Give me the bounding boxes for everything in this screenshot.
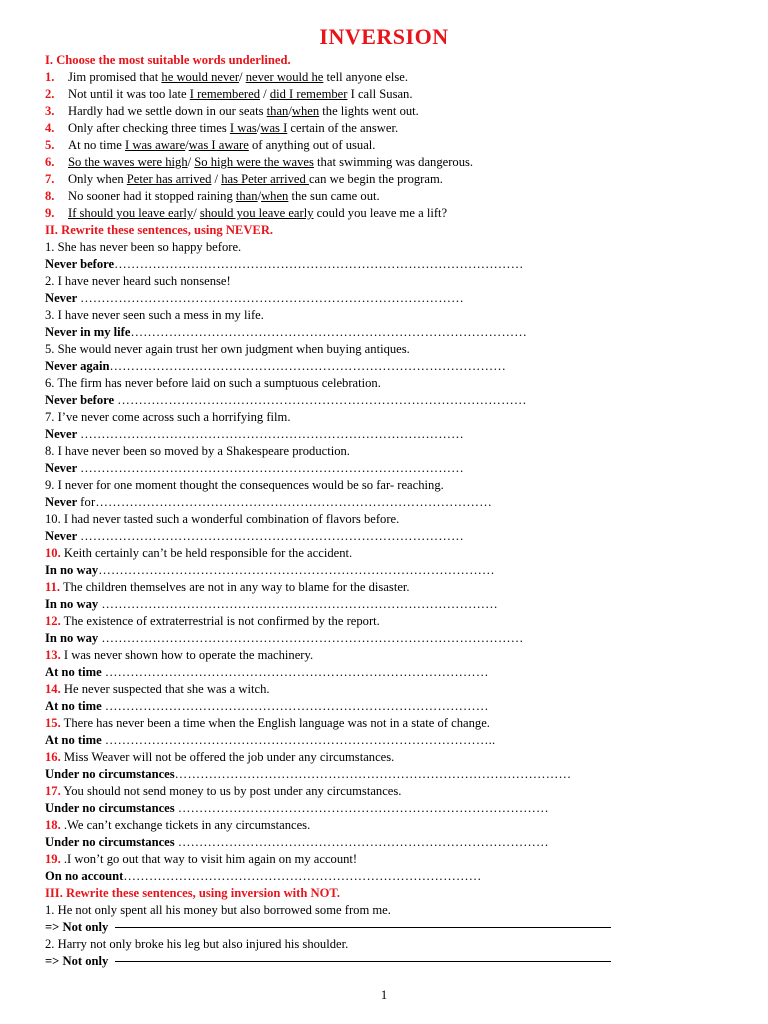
item-text: the sun came out. [288,189,380,203]
question-line [45,579,735,596]
question-line [45,681,735,698]
question-text: He never suspected that she was a witch. [60,682,270,696]
answer-prompt: In no way [45,631,102,645]
item-text: / [257,189,262,203]
question-text: Keith certainly can’t be held responsible for the accident. [60,546,353,560]
question-number: 19. [45,852,61,866]
answer-prompt: Never [45,529,81,543]
choice-item [45,205,735,222]
answer-line [45,460,735,477]
question-line [45,545,735,562]
question-line [45,715,735,732]
worksheet-content [45,52,735,970]
answer-prompt: On no account [45,869,124,883]
choice-item [45,69,735,86]
section1-items [45,69,735,222]
answer-blank[interactable]: ……………………………………………………………………………… [104,665,489,679]
answer-blank[interactable]: ……………………………………………………………………………………… [101,631,524,645]
answer-blank[interactable]: ……………………………………………………………………………….. [104,733,496,747]
answer-prompt: Never again [45,359,110,373]
question-text: 1. She has never been so happy before. [45,240,242,254]
item-text: the lights went out. [319,104,419,118]
answer-blank[interactable]: ……………………………………………………………………………… [104,699,489,713]
underlined-option[interactable]: has Peter arrived [221,172,309,186]
answer-prompt: Never [45,427,81,441]
question-text: 2. I have never heard such nonsense! [45,274,231,288]
item-text: / [185,138,189,152]
question-text: Miss Weaver will not be offered the job under any circumstances. [60,750,395,764]
question-line [45,273,735,290]
question-line [45,647,735,664]
answer-prompt: Under no circumstances [45,801,178,815]
underlined-option[interactable]: should you leave early [199,206,314,220]
choice-item [45,171,735,188]
answer-line [45,698,735,715]
item-text: Hardly had we settle down in our seats [68,104,267,118]
choice-item [45,188,735,205]
item-text: / [211,172,222,186]
answer-blank[interactable]: ……………………………………………………………………………… [80,529,464,543]
underlined-option[interactable]: he would never [161,70,240,84]
answer-line [45,834,735,851]
question-line: 1. He not only spent all his money but also borrowed some from me. [45,903,391,917]
answer-line [45,426,735,443]
answer-prompt: At no time [45,733,105,747]
section3-heading: III. Rewrite these sentences, using inversion with NOT. [45,886,341,900]
answer-blank[interactable]: for………………………………………………………………………………… [80,495,492,509]
page-number: 1 [380,988,388,1002]
question-text: 9. I never for one moment thought the consequences would be so far- reaching. [45,478,444,492]
underlined-option[interactable]: So high were the waves [194,155,314,169]
answer-prompt: At no time [45,699,105,713]
question-line: 2. Harry not only broke his leg but also injured his shoulder. [45,937,349,951]
question-line [45,851,735,868]
answer-line [45,290,735,307]
question-number: 12. [45,614,61,628]
answer-prompt: Never before [45,257,115,271]
item-text: No sooner had it stopped raining [68,189,236,203]
question-line [45,749,735,766]
choice-item [45,154,735,171]
answer-line [45,528,735,545]
answer-blank[interactable]: ………………………………………………………………………………… [109,359,507,373]
answer-line [45,953,735,970]
question-text: The existence of extraterrestrial is not confirmed by the report. [60,614,380,628]
section3-items [45,902,735,970]
question-text: 8. I have never been so moved by a Shakespeare production. [45,444,350,458]
question-line [45,443,735,460]
item-number: 3. [45,104,55,118]
item-number: 1. [45,70,55,84]
answer-blank[interactable]: ……………………………………………………………………………… [80,461,464,475]
answer-line [45,596,735,613]
answer-prompt: Under no circumstances [45,835,178,849]
question-line [45,817,735,834]
question-text: I was never shown how to operate the machinery. [60,648,314,662]
item-number: 9. [45,206,55,220]
answer-line [45,494,735,511]
answer-prompt: At no time [45,665,105,679]
answer-blank[interactable]: ………………………………………………………………………… [123,869,482,883]
answer-line [45,392,735,409]
answer-prompt: In no way [45,563,99,577]
item-text: can we begin the program. [308,172,443,186]
question-line [45,783,735,800]
question-text: 3. I have never seen such a mess in my life. [45,308,264,322]
question-text: There has never been a time when the English language was not in a state of change. [60,716,490,730]
answer-line [45,358,735,375]
item-number: 6. [45,155,55,169]
answer-blank[interactable]: ………………………………………………………………………………… [98,563,495,577]
question-text: 5. She would never again trust her own judgment when buying antiques. [45,342,410,356]
item-text: / [239,70,246,84]
question-text: 6. The firm has never before laid on such a sumptuous celebration. [45,376,381,390]
underlined-option[interactable]: Peter has arrived [126,172,212,186]
answer-prompt: => Not only [45,920,112,934]
underlined-option[interactable]: I was [229,121,257,135]
underlined-option[interactable]: did I remember [269,87,348,101]
item-text: I call Susan. [347,87,413,101]
question-number: 16. [45,750,61,764]
answer-blank[interactable]: ……………………………………………………………………………… [80,427,464,441]
choice-item [45,120,735,137]
item-text: / [193,206,200,220]
page-title: INVERSION [319,24,449,49]
question-line [45,511,735,528]
question-line [45,307,735,324]
question-line [45,409,735,426]
question-number: 10. [45,546,61,560]
item-text: Not until it was too late [68,87,190,101]
section1-heading: I. Choose the most suitable words underlined. [45,53,291,67]
underlined-option[interactable]: If should you leave early [68,206,194,220]
answer-blank[interactable]: …………………………………………………………………………………… [117,393,527,407]
underlined-option[interactable]: when [261,189,289,203]
item-number: 8. [45,189,55,203]
question-text: .We can’t exchange tickets in any circumstances. [60,818,311,832]
question-line [45,239,735,256]
question-number: 18. [45,818,61,832]
item-number: 4. [45,121,55,135]
answer-prompt: Never [45,495,81,509]
item-text: / [260,87,270,101]
section2-heading: II. Rewrite these sentences, using NEVER. [45,223,274,237]
answer-prompt: Never [45,291,81,305]
item-text: / [256,121,261,135]
answer-prompt: In no way [45,597,102,611]
answer-blank[interactable]: ………………………………………………………………………………… [130,325,528,339]
question-number: 15. [45,716,61,730]
item-number: 7. [45,172,55,186]
item-text: Jim promised that [68,70,162,84]
item-text: Only after checking three times [68,121,230,135]
underlined-option[interactable]: than [266,104,289,118]
question-line [45,375,735,392]
item-text: certain of the answer. [287,121,399,135]
item-text: At no time [68,138,126,152]
question-number: 17. [45,784,61,798]
answer-blank[interactable] [115,960,611,962]
item-text: of anything out of usual. [248,138,376,152]
underlined-option[interactable]: than [235,189,258,203]
choice-item [45,137,735,154]
item-text: / [187,155,195,169]
item-text: that swimming was dangerous. [313,155,474,169]
question-line [45,477,735,494]
choice-item [45,103,735,120]
underlined-option[interactable]: when [291,104,320,118]
answer-blank[interactable]: ………………………………………………………………………………… [101,597,498,611]
answer-line [45,664,735,681]
question-text: 10. I had never tasted such a wonderful combination of flavors before. [45,512,400,526]
answer-blank[interactable]: …………………………………………………………………………………… [114,257,524,271]
answer-line [45,256,735,273]
question-number: 14. [45,682,61,696]
answer-line [45,919,735,936]
answer-prompt: Never before [45,393,118,407]
answer-blank[interactable]: …………………………………………………………………………… [177,801,549,815]
question-number: 11. [45,580,61,594]
answer-prompt: Under no circumstances [45,767,175,781]
question-line [45,341,735,358]
choice-item [45,86,735,103]
item-number: 2. [45,87,55,101]
answer-line [45,868,735,885]
question-number: 13. [45,648,61,662]
item-text: Only when [68,172,127,186]
answer-blank[interactable]: ………………………………………………………………………………… [174,767,572,781]
item-text: could you leave me a lift? [313,206,448,220]
question-text: The children themselves are not in any way to blame for the disaster. [60,580,410,594]
item-number: 5. [45,138,55,152]
item-text: tell anyone else. [323,70,408,84]
answer-blank[interactable]: …………………………………………………………………………… [177,835,549,849]
section2-items [45,239,735,885]
underlined-option[interactable]: was I [260,121,288,135]
answer-line [45,766,735,783]
answer-line [45,324,735,341]
answer-prompt: Never [45,461,81,475]
answer-blank[interactable] [115,926,611,928]
question-text: 7. I’ve never come across such a horrifying film. [45,410,291,424]
question-line [45,613,735,630]
question-text: .I won’t go out that way to visit him again on my account! [60,852,358,866]
underlined-option[interactable]: I remembered [189,87,261,101]
underlined-option[interactable]: was I aware [188,138,249,152]
underlined-option[interactable]: I was aware [125,138,186,152]
answer-prompt: Never in my life [45,325,131,339]
question-text: You should not send money to us by post under any circumstances. [60,784,402,798]
answer-line [45,562,735,579]
answer-blank[interactable]: ……………………………………………………………………………… [80,291,464,305]
answer-line [45,800,735,817]
answer-line [45,732,735,749]
underlined-option[interactable]: So the waves were high [68,155,188,169]
answer-prompt: => Not only [45,954,112,968]
answer-line [45,630,735,647]
underlined-option[interactable]: never would he [245,70,324,84]
item-text: / [288,104,292,118]
